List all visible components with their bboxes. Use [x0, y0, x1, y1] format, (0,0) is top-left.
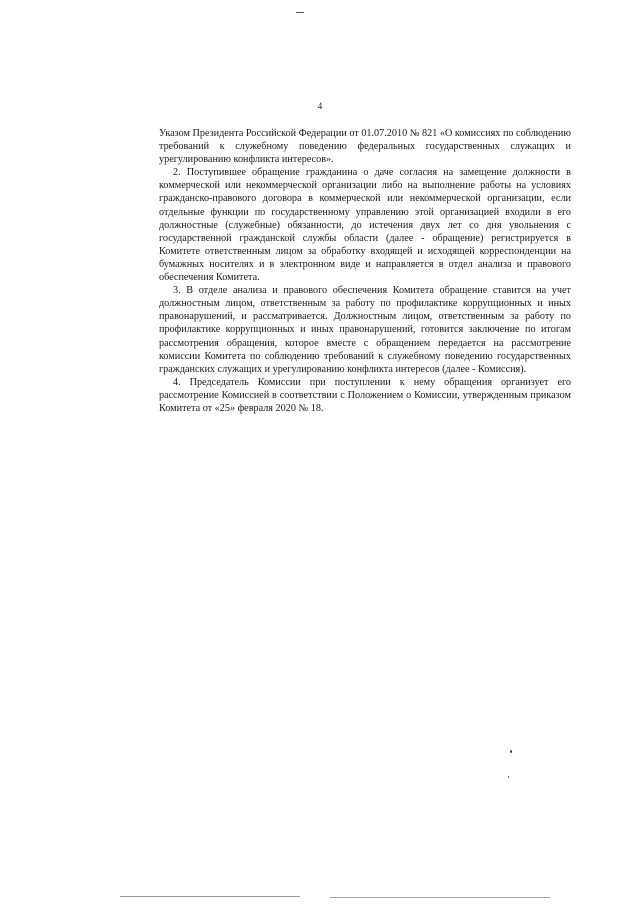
- scan-speck: [510, 750, 512, 753]
- paragraph-1-continuation: Указом Президента Российской Федерации от 01.07.2010 № 821 «О комиссиях по соблюдению требований к служебному поведению федеральных государственных служащих и урегулированию конфликта интересов».: [159, 128, 571, 166]
- scan-artifact-bottom: [120, 896, 300, 897]
- scan-artifact-top: [296, 12, 304, 13]
- paragraph-4: 4. Председатель Комиссии при поступлении к нему обращения организует его рассмотрение Комиссией в соответствии с Положением о Комиссии, утвержденным приказом Комитета от «25» февраля 2020 № 18.: [159, 376, 571, 414]
- paragraph-3: 3. В отделе анализа и правового обеспечения Комитета обращение ставится на учет должностным лицом, ответственным за работу по профилактике коррупционных и иных правонарушений, и рассматривается. Должностным лицом, ответственным за работу по профилактике коррупционных и иных правонарушений, готовится заключение по итогам рассмотрения обращения, которое вместе с обращением передается на рассмотрение комиссии Комитета по соблюдению требований к служебному поведению государственных гражданских служащих и урегулированию конфликта интересов (далее - Комиссия).: [159, 285, 571, 375]
- paragraph-2: 2. Поступившее обращение гражданина о даче согласия на замещение должности в коммерческой или некоммерческой организации либо на выполнение работы на условиях гражданско-правового договора в коммерческой или некоммерческой организации, если отдельные функции по государственному управлению этой организацией входили в его должностные (служебные) обязанности, до истечения двух лет со дня увольнения с государственной гражданской службы области (далее - обращение) регистрируется в Комитете ответственным лицом за обработку входящей и исходящей корреспонденции на бумажных носителях и в электронном виде и направляется в отдел анализа и правового обеспечения Комитета.: [159, 167, 571, 284]
- scan-artifact-bottom: [330, 897, 550, 898]
- scan-speck: [508, 776, 509, 778]
- document-body: [159, 127, 571, 415]
- page-number: 4: [317, 101, 323, 111]
